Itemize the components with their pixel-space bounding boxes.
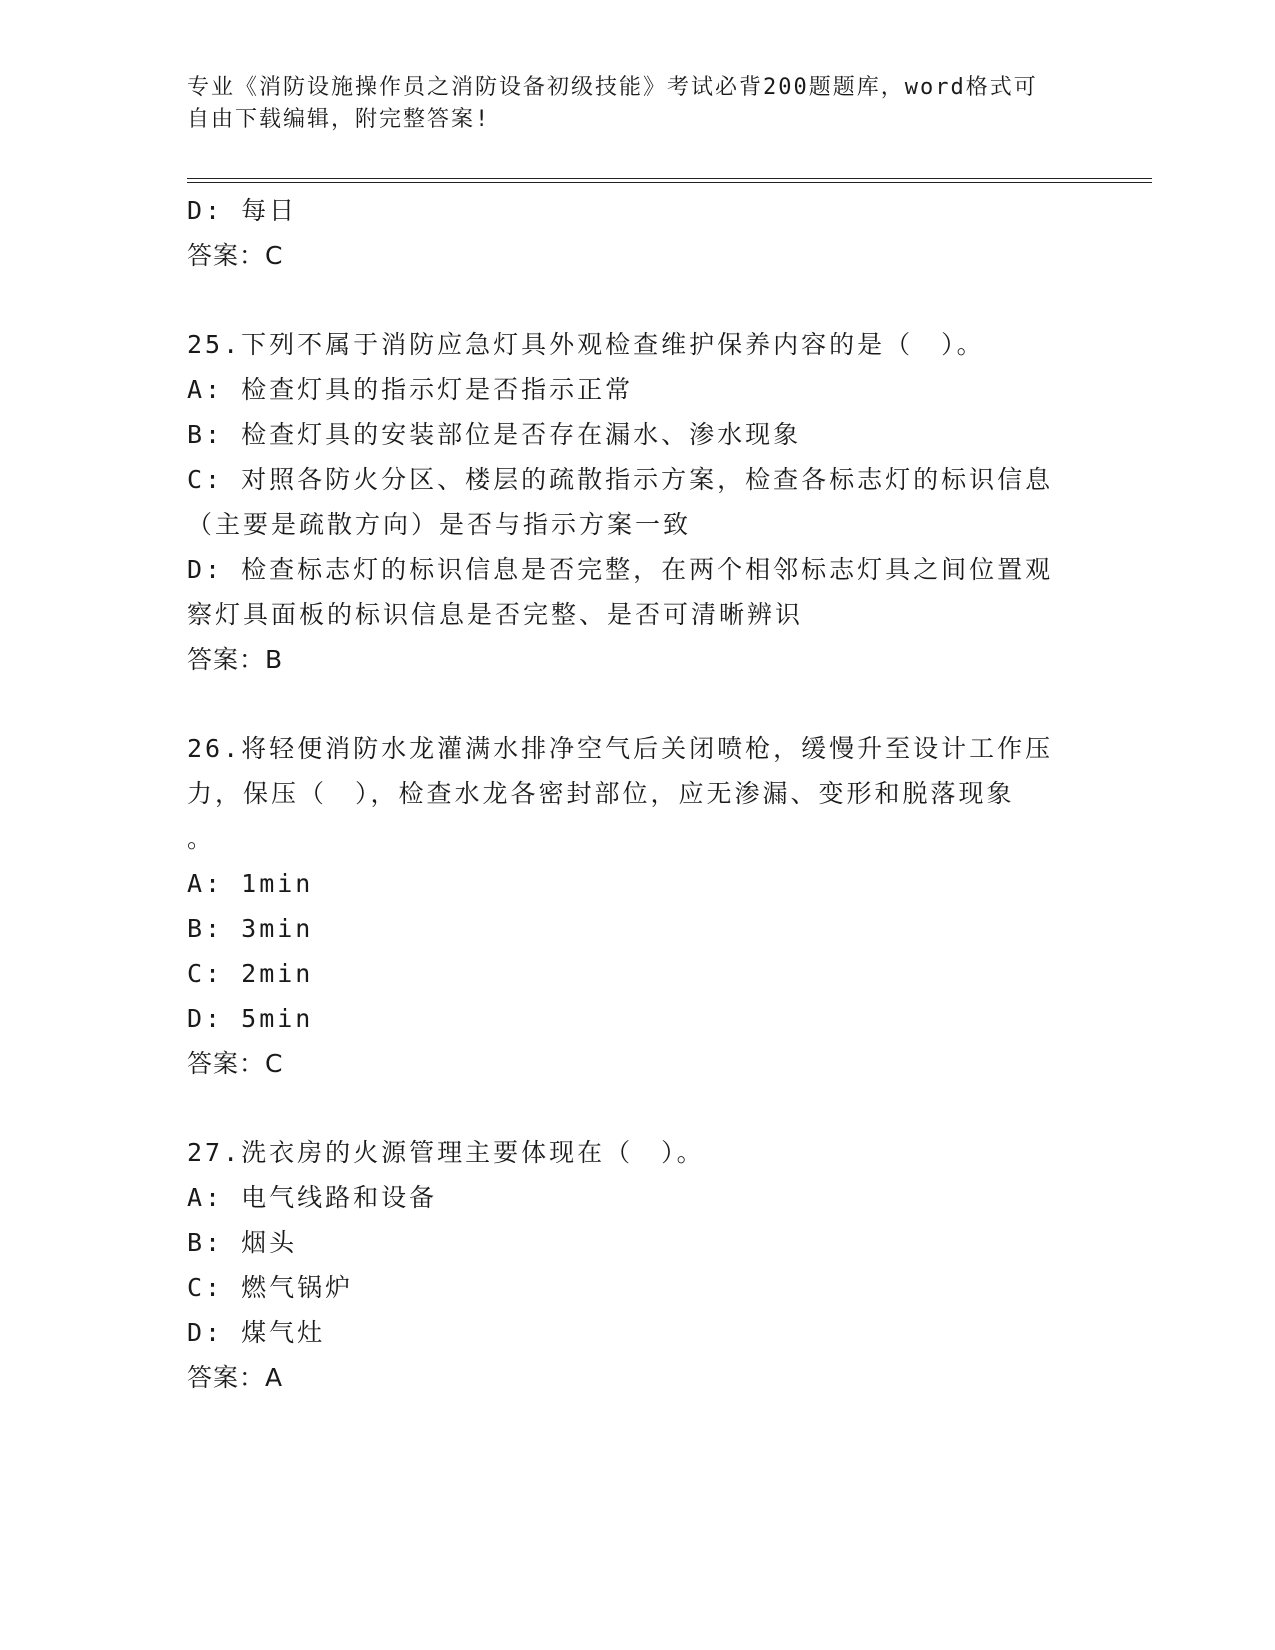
question-27	[187, 1130, 1067, 1400]
option-d: D: 每日	[187, 196, 298, 225]
question-stem: 26.将轻便消防水龙灌满水排净空气后关闭喷枪，缓慢升至设计工作压	[187, 734, 1054, 763]
question-stem: 27.洗衣房的火源管理主要体现在（ ）。	[187, 1138, 705, 1167]
answer-line: 答案：A	[187, 1363, 284, 1392]
answer-line: 答案：C	[187, 241, 284, 270]
question-stem-continued: 力，保压（ ），检查水龙各密封部位，应无渗漏、变形和脱落现象	[187, 779, 1015, 808]
question-25	[187, 322, 1067, 682]
header-divider	[187, 178, 1152, 183]
document-body	[187, 188, 1067, 1400]
option-d: D: 煤气灶	[187, 1318, 326, 1347]
option-a: A: 1min	[187, 869, 314, 898]
option-d: D: 5min	[187, 1004, 314, 1033]
option-c-continued: （主要是疏散方向）是否与指示方案一致	[187, 510, 692, 539]
option-c: C: 2min	[187, 959, 314, 988]
option-b: B: 3min	[187, 914, 314, 943]
option-b: B: 检查灯具的安装部位是否存在漏水、渗水现象	[187, 420, 802, 449]
question-stem: 25.下列不属于消防应急灯具外观检查维护保养内容的是（ ）。	[187, 330, 985, 359]
document-header	[187, 72, 1087, 136]
option-d-continued: 察灯具面板的标识信息是否完整、是否可清晰辨识	[187, 600, 804, 629]
answer-line: 答案：C	[187, 1049, 284, 1078]
header-line-2: 自由下载编辑，附完整答案!	[187, 107, 491, 132]
option-a: A: 检查灯具的指示灯是否指示正常	[187, 375, 634, 404]
question-stem-end: 。	[187, 824, 216, 853]
question-26	[187, 726, 1067, 1086]
answer-line: 答案：B	[187, 645, 284, 674]
option-c: C: 对照各防火分区、楼层的疏散指示方案，检查各标志灯的标识信息	[187, 465, 1054, 494]
option-d: D: 检查标志灯的标识信息是否完整，在两个相邻标志灯具之间位置观	[187, 555, 1054, 584]
previous-question-tail	[187, 188, 1067, 278]
option-b: B: 烟头	[187, 1228, 298, 1257]
option-a: A: 电气线路和设备	[187, 1183, 438, 1212]
header-line-1: 专业《消防设施操作员之消防设备初级技能》考试必背200题题库，word格式可	[187, 75, 1038, 100]
option-c: C: 燃气锅炉	[187, 1273, 354, 1302]
